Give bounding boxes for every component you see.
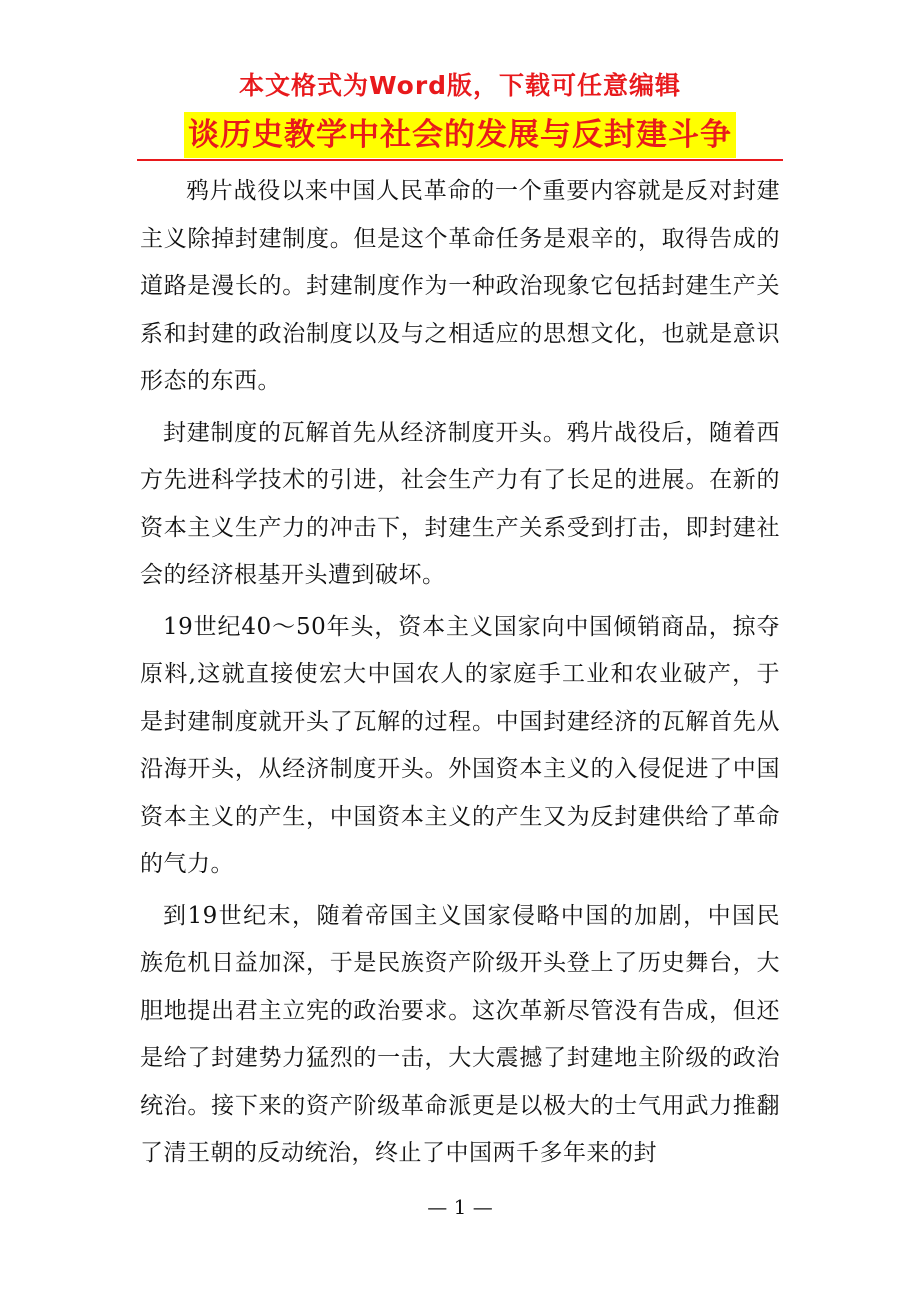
title-underline-rule: [137, 159, 783, 161]
document-title: 谈历史教学中社会的发展与反封建斗争: [184, 112, 736, 158]
format-notice-banner: 本文格式为Word版，下载可任意编辑: [238, 71, 682, 100]
paragraph: 封建制度的瓦解首先从经济制度开头。鸦片战役后，随着西方先进科学技术的引进，社会生产力有了长足的进展。在新的资本主义生产力的冲击下，封建生产关系受到打击，即封建社会的经济根基开头遭到破坏。: [140, 419, 780, 588]
document-body: [140, 168, 780, 1178]
title-container: [0, 112, 920, 158]
paragraph: 到19世纪末，随着帝国主义国家侵略中国的加剧，中国民族危机日益加深，于是民族资产阶级开头登上了历史舞台，大胆地提出君主立宪的政治要求。这次革新尽管没有告成，但还是给了封建势力猛烈的一击，大大震撼了封建地主阶级的政治统治。接下来的资产阶级革命派更是以极大的士气用武力推翻了清王朝的反动统治，终止了中国两千多年来的封: [140, 902, 780, 1166]
paragraph: 19世纪40～50年头，资本主义国家向中国倾销商品，掠夺原料,这就直接使宏大中国农人的家庭手工业和农业破产，于是封建制度就开头了瓦解的过程。中国封建经济的瓦解首先从沿海开头，从经济制度开头。外国资本主义的入侵促进了中国资本主义的产生，中国资本主义的产生又为反封建供给了革命的气力。: [140, 613, 780, 877]
paragraph: 鸦片战役以来中国人民革命的一个重要内容就是反对封建主义除掉封建制度。但是这个革命任务是艰辛的，取得告成的道路是漫长的。封建制度作为一种政治现象它包括封建生产关系和封建的政治制度以及与之相适应的思想文化，也就是意识形态的东西。: [140, 178, 780, 394]
page-number: — 1 —: [427, 1195, 493, 1219]
